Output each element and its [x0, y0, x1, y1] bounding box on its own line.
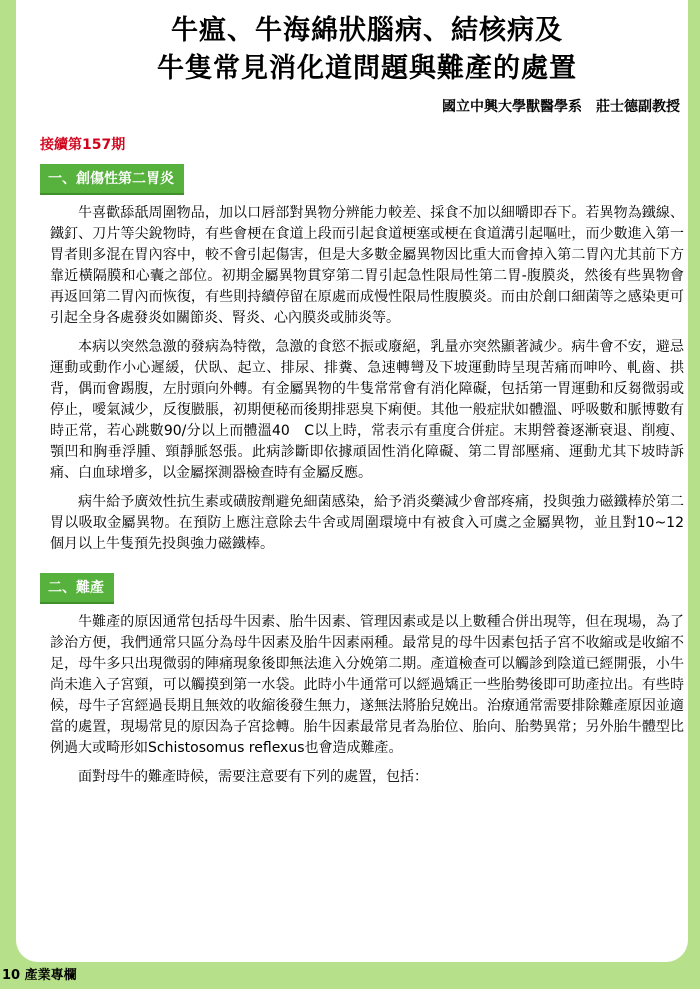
continuation-note: 接續第157期	[40, 137, 126, 153]
paragraph: 牛難產的原因通常包括母牛因素、胎牛因素、管理因素或是以上數種合併出現等，但在現場，為了診治方便，我們通常只區分為母牛因素及胎牛因素兩種。最常見的母牛因素包括子宮不收縮或是收縮不足，母牛多只出現微弱的陣痛現象後即無法進入分娩第二期。產道檢查可以觸診到陰道已經開張，小牛尚未進入子宮頸，可以觸摸到第一水袋。此時小牛通常可以經過矯正一些胎勢後即可助產拉出。有些時候，母牛子宮經過長期且無效的收縮後發生無力，遂無法將胎兒娩出。治療通常需要排除難產原因並適當的處置，現場常見的原因為子宮捻轉。胎牛因素最常見者為胎位、胎向、胎勢異常；另外胎牛體型比例過大或畸形如Schistosomus reflexus也會造成難產。	[50, 614, 684, 756]
paragraph: 病牛給予廣效性抗生素或磺胺劑避免細菌感染，給予消炎藥減少會部疼痛，投與強力磁鐵棒於第二胃以吸取金屬異物。在預防上應注意除去牛舍或周圍環境中有被食入可虞之金屬異物，並且對10~12個月以上牛隻預先投與強力磁鐵棒。	[50, 494, 684, 552]
article-title	[50, 12, 684, 88]
title-line-2: 牛隻常見消化道問題與難產的處置	[157, 53, 577, 84]
section-heading-trauma: 一、創傷性第二胃炎	[40, 164, 184, 195]
title-line-1: 牛瘟、牛海綿狀腦病、結核病及	[171, 15, 563, 46]
column-name: 產業專欄	[24, 968, 77, 983]
section-heading-dystocia: 二、難產	[40, 573, 114, 604]
paragraph: 牛喜歡舔舐周圍物品，加以口唇部對異物分辨能力較差、採食不加以細嚼即吞下。若異物為鐵線、鐵釘、刀片等尖銳物時，有些會梗在食道上段而引起食道梗塞或梗在食道溝引起嘔吐，而少數進入第一胃者則多混在胃內容中，較不會引起傷害，但是大多數金屬異物因比重大而會掉入第二胃內尤其前下方靠近橫隔膜和心囊之部位。初期金屬異物貫穿第二胃引起急性限局性第二胃-腹膜炎，然後有些異物會再返回第二胃內而恢復，有些則持續停留在原處而成慢性限局性腹膜炎。而由於創口細菌等之感染更可引起全身各處發炎如關節炎、腎炎、心內膜炎或肺炎等。	[50, 205, 684, 326]
author-line: 國立中興大學獸醫學系 莊士德副教授	[442, 99, 680, 115]
page-sheet	[16, 0, 688, 962]
article	[40, 12, 684, 796]
paragraph: 面對母牛的難產時候，需要注意要有下列的處置，包括：	[78, 769, 428, 785]
page-footer	[0, 964, 77, 983]
paragraph: 本病以突然急激的發病為特徵，急激的食慾不振或廢絕，乳量亦突然顯著減少。病牛會不安，避忌運動或動作小心遲緩，伏臥、起立、排尿、排糞、急速轉彎及下坡運動時呈現苦痛而呻吟、軋齒、拱背，偶而會踢腹，左肘頭向外轉。有金屬異物的牛隻常常會有消化障礙，包括第一胃運動和反芻微弱或停止，噯氣減少，反復臌脹，初期便秘而後期排惡臭下痢便。其他一般症狀如體溫、呼吸數和脈博數有時正常，若心跳數90/分以上而體溫40 C以上時，常表示有重度合併症。末期營養逐漸衰退、削瘦、顎凹和胸垂浮腫、頸靜脈怒張。此病診斷即依據頑固性消化障礙、第二胃部壓痛、運動尤其下坡時訴痛、白血球增多，以金屬探測器檢查時有金屬反應。	[50, 339, 684, 481]
page-number: 10	[2, 968, 21, 983]
